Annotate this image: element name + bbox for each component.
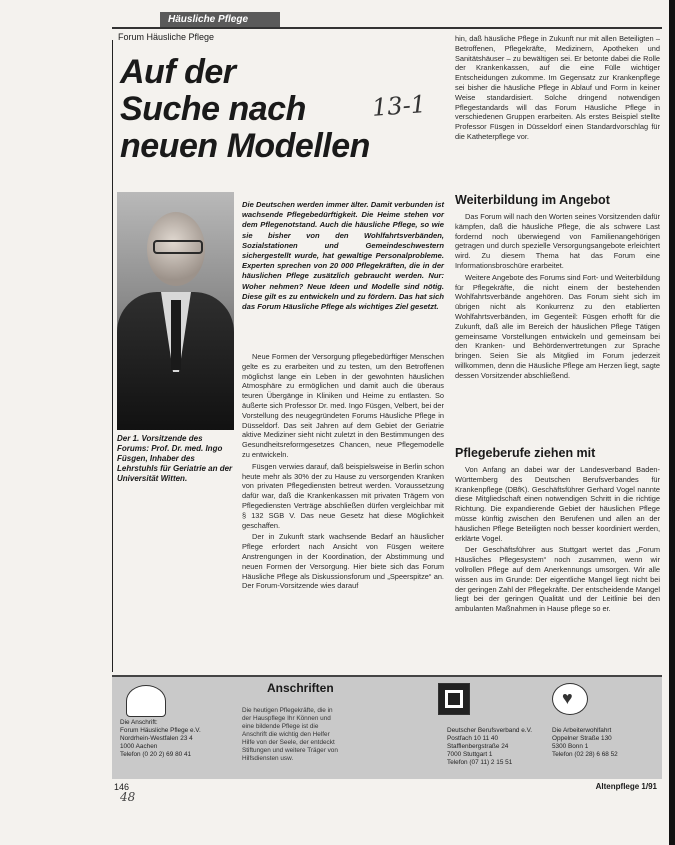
address-line: Telefon (07 11) 2 15 51 [447,759,513,766]
scan-edge [669,0,675,845]
body-column-middle [242,352,444,593]
address-forum [120,719,230,759]
body-column-right-top [455,34,660,144]
body-paragraph: Der in Zukunft stark wachsende Bedarf an häuslicher Pflege erfordert nach Ansicht von Füsgen weitere Anstrengungen in der Koordination, der Abstimmung und neuen Formen der Versorgung. Hier biete sich das Forum Häusliche Pflege als Diskussionsforum und „Speerspitze“ an. Der Forum-Vorsitzende wies darauf [242,532,444,591]
photo-tie [171,300,181,370]
body-paragraph: Von Anfang an dabei war der Landesverband Baden-Württemberg des Deutschen Berufsverbandes für Krankenpflege (DBfK). Geschäftsführer Gerhard Vogel nannte diese Mitgliedschaft einen notwendigen Schritt in die richtige Richtung. Die expandierende Gebiet der häuslichen Pflege müsse künftig zwischen den Berufenen und allen an der häuslichen Pflege Beteiligten noch besser koordiniert werden, erklärte Vogel. [455,465,660,543]
addresses-intro: Die heutigen Pflegekräfte, die in der Hauspflege Ihr Können und eine bildende Pflege ist die Anschrift die wichtig den Helfer Hilfe von der Seele, der entdeckt Stiftungen und weitere Träger von Hilfsdiensten usw. [242,707,338,762]
body-paragraph: Neue Formen der Versorgung pflegebedürftiger Menschen gelte es zu erarbeiten und zu testen, um den Betroffenen möglichst lange ein Leben in der gewohnten häuslichen Atmosphäre zu ermöglichen und damit auch die überaus teuren Übergänge in Kliniken und Heime zu entlasten. So äußerte sich Professor Dr. med. Ingo Füsgen, Velbert, bei der Vorstellung des neugegründeten Forums Häusliche Pflege in Düsseldorf. Das seit Jahren auf dem Gebiet der Geriatrie aktive Mediziner sieht nicht zuletzt in den Bestimmungen des Gesundheitsreformgesetzes Chancen, neue Pflegemodelle zu entwickeln. [242,352,444,459]
article-title [120,54,380,165]
subheading-pflegeberufe: Pflegeberufe ziehen mit [455,446,596,460]
address-line: Oppelner Straße 130 [552,735,612,742]
address-line: Telefon (0 20 2) 69 80 41 [120,751,192,758]
photo-caption: Der 1. Vorsitzende des Forums: Prof. Dr. med. Ingo Füsgen, Inhaber des Lehrstuhls für Geriatrie an der Universität Witten. [117,434,233,483]
body-paragraph: Füsgen verwies darauf, daß beispielsweise in Berlin schon heute mehr als 30% der zu Hause zu versorgenden Kranken von privaten Pflegediensten betreut werden. Voraussetzung dafür war, daß die Krankenkassen mit privaten Trägern von Pflegediensten Verträge abschließen dürfen vergleichbar mit § 132 SGB V. Das neue Gesetz hat diese Möglichkeit geschaffen. [242,461,444,530]
body-paragraph: Der Geschäftsführer aus Stuttgart wertet das „Forum Häusliches Pflegesystem“ noch zusammen, wenn wir vollrollen Pflege auf dem Anerkennungs umsorgen. Wir alle wissen aus im Grunde: Der eigentliche Mangel liegt nicht bei der geringen Zahl der Pflegekräfte. Der entscheidende Mangel liegt bei der geringen Qualität und der Leitlinie bei den ambulanten Maßnahmen in Hause pflege so er. [455,545,660,614]
photo-glasses [153,240,203,254]
handwritten-note: 13-1 [371,90,427,122]
berufsverband-logo-icon [438,683,470,715]
address-line: 5300 Bonn 1 [552,743,589,750]
addresses-box [112,675,662,779]
title-line-1: Auf der [120,53,236,91]
page-number: 146 [114,782,130,792]
address-line: Postfach 10 11 40 [447,735,499,742]
left-rule [112,40,113,672]
top-rule [112,27,662,29]
address-line: Stafflenbergstraße 24 [447,743,509,750]
address-arbeiterwohlfahrt [552,727,652,759]
portrait-photo [117,192,234,430]
addresses-heading: Anschriften [267,681,334,695]
address-line: Telefon (02 28) 6 68 52 [552,751,618,758]
body-paragraph: Weitere Angebote des Forums sind Fort- und Weiterbildung für Pflegekräfte, die nicht einem der bestehenden Wohlfahrtsverbände angehören. Das Forum sieht sich im übrigen nicht als Konkurrenz zu den etablierten Wohlfahrtsverbänden, im Gegenteil: Füsgen erhofft für die Zukunft, daß alle im Bereich der häuslichen Pflege Tätigen gemeinsame Vorstellungen entwickeln und gemeinsam bei den Kranken- und Behördenvertretungen zur Sprache bringen. Seien Sie als Mitglied im Forum jederzeit willkommen, denn die Häusliche Pflege am Herzen liegt, sagte dessen Vorsitzender abschließend. [455,272,660,380]
address-line: Die Arbeiterwohlfahrt [552,727,612,734]
address-line: 1000 Aachen [120,743,158,750]
journal-issue: Altenpflege 1/91 [595,782,657,791]
handwritten-page-mark: 48 [120,790,136,804]
heart-logo-icon [552,683,588,715]
address-line: Forum Häusliche Pflege e.V. [120,727,201,734]
body-paragraph: Das Forum will nach den Worten seines Vorsitzenden dafür kämpfen, daß die häusliche Pflege, die als schwere Last fordernd noch überwiegend von Familienangehörigen getragen und durch spezielle Versorgungsangebote erleichtert wird. Zu diesem Thema hat das Forum eine Informationsbroschüre erarbeitet. [455,212,660,270]
address-line: Nordrhein-Westfalen 23 4 [120,735,193,742]
body-column-right-section2 [455,465,660,616]
address-berufsverband [447,727,547,767]
body-column-right-section1 [455,212,660,383]
forum-logo-icon [126,685,166,717]
lead-paragraph: Die Deutschen werden immer älter. Damit verbunden ist wachsende Pflegebedürftigkeit. Die Heime stehen vor dem Pflegenotstand. Auch die häusliche Pflege, so wie sie bisher von den Wohlfahrtsverbänden, Sozialstationen und Gemeindeschwestern sichergestellt wurde, hat gewaltige Personalprobleme. Experten sprechen von 20 000 Pflegekräften, die in der häuslichen Pflege zusätzlich gebraucht werden. Nur: Woher nehmen? Neue Ideen und Modelle sind nötig. Diese gilt es zu entwickeln und zu fördern. Das hat sich das Forum Häusliche Pflege als wichtiges Ziel gesetzt. [242,200,444,312]
section-banner: Häusliche Pflege [160,12,280,27]
body-paragraph: hin, daß häusliche Pflege in Zukunft nur mit allen Beteiligten – Betroffenen, Pflegekräfte, Medizinern, Apotheken und Sanitätshäuser – zu bewältigen sei. Er betonte dabei die Rolle der Krankenkassen, auf die eine Fülle wichtiger Entscheidungen zukomme. Im Gegensatz zur Krankenpflege sei bisher die häusliche Pflege in Ablauf und Form in keiner Weise standardisiert. Solche dringend notwendigen Pflegestandards will das Forum Häusliche Pflege in verschiedenen Gruppen erarbeiten. Als erstes Beispiel stellte Professor Füsgen in Düsseldorf einen Standardvorschlag für die Katheterpflege vor. [455,34,660,141]
title-line-2: Suche nach [120,90,306,128]
section-label: Forum Häusliche Pflege [118,32,215,42]
address-line: 7000 Stuttgart 1 [447,751,493,758]
subheading-weiterbildung: Weiterbildung im Angebot [455,193,610,207]
title-line-3: neuen Modellen [120,127,370,165]
address-line: Deutscher Berufsverband e.V. [447,727,533,734]
address-line: Die Anschrift: [120,719,158,726]
